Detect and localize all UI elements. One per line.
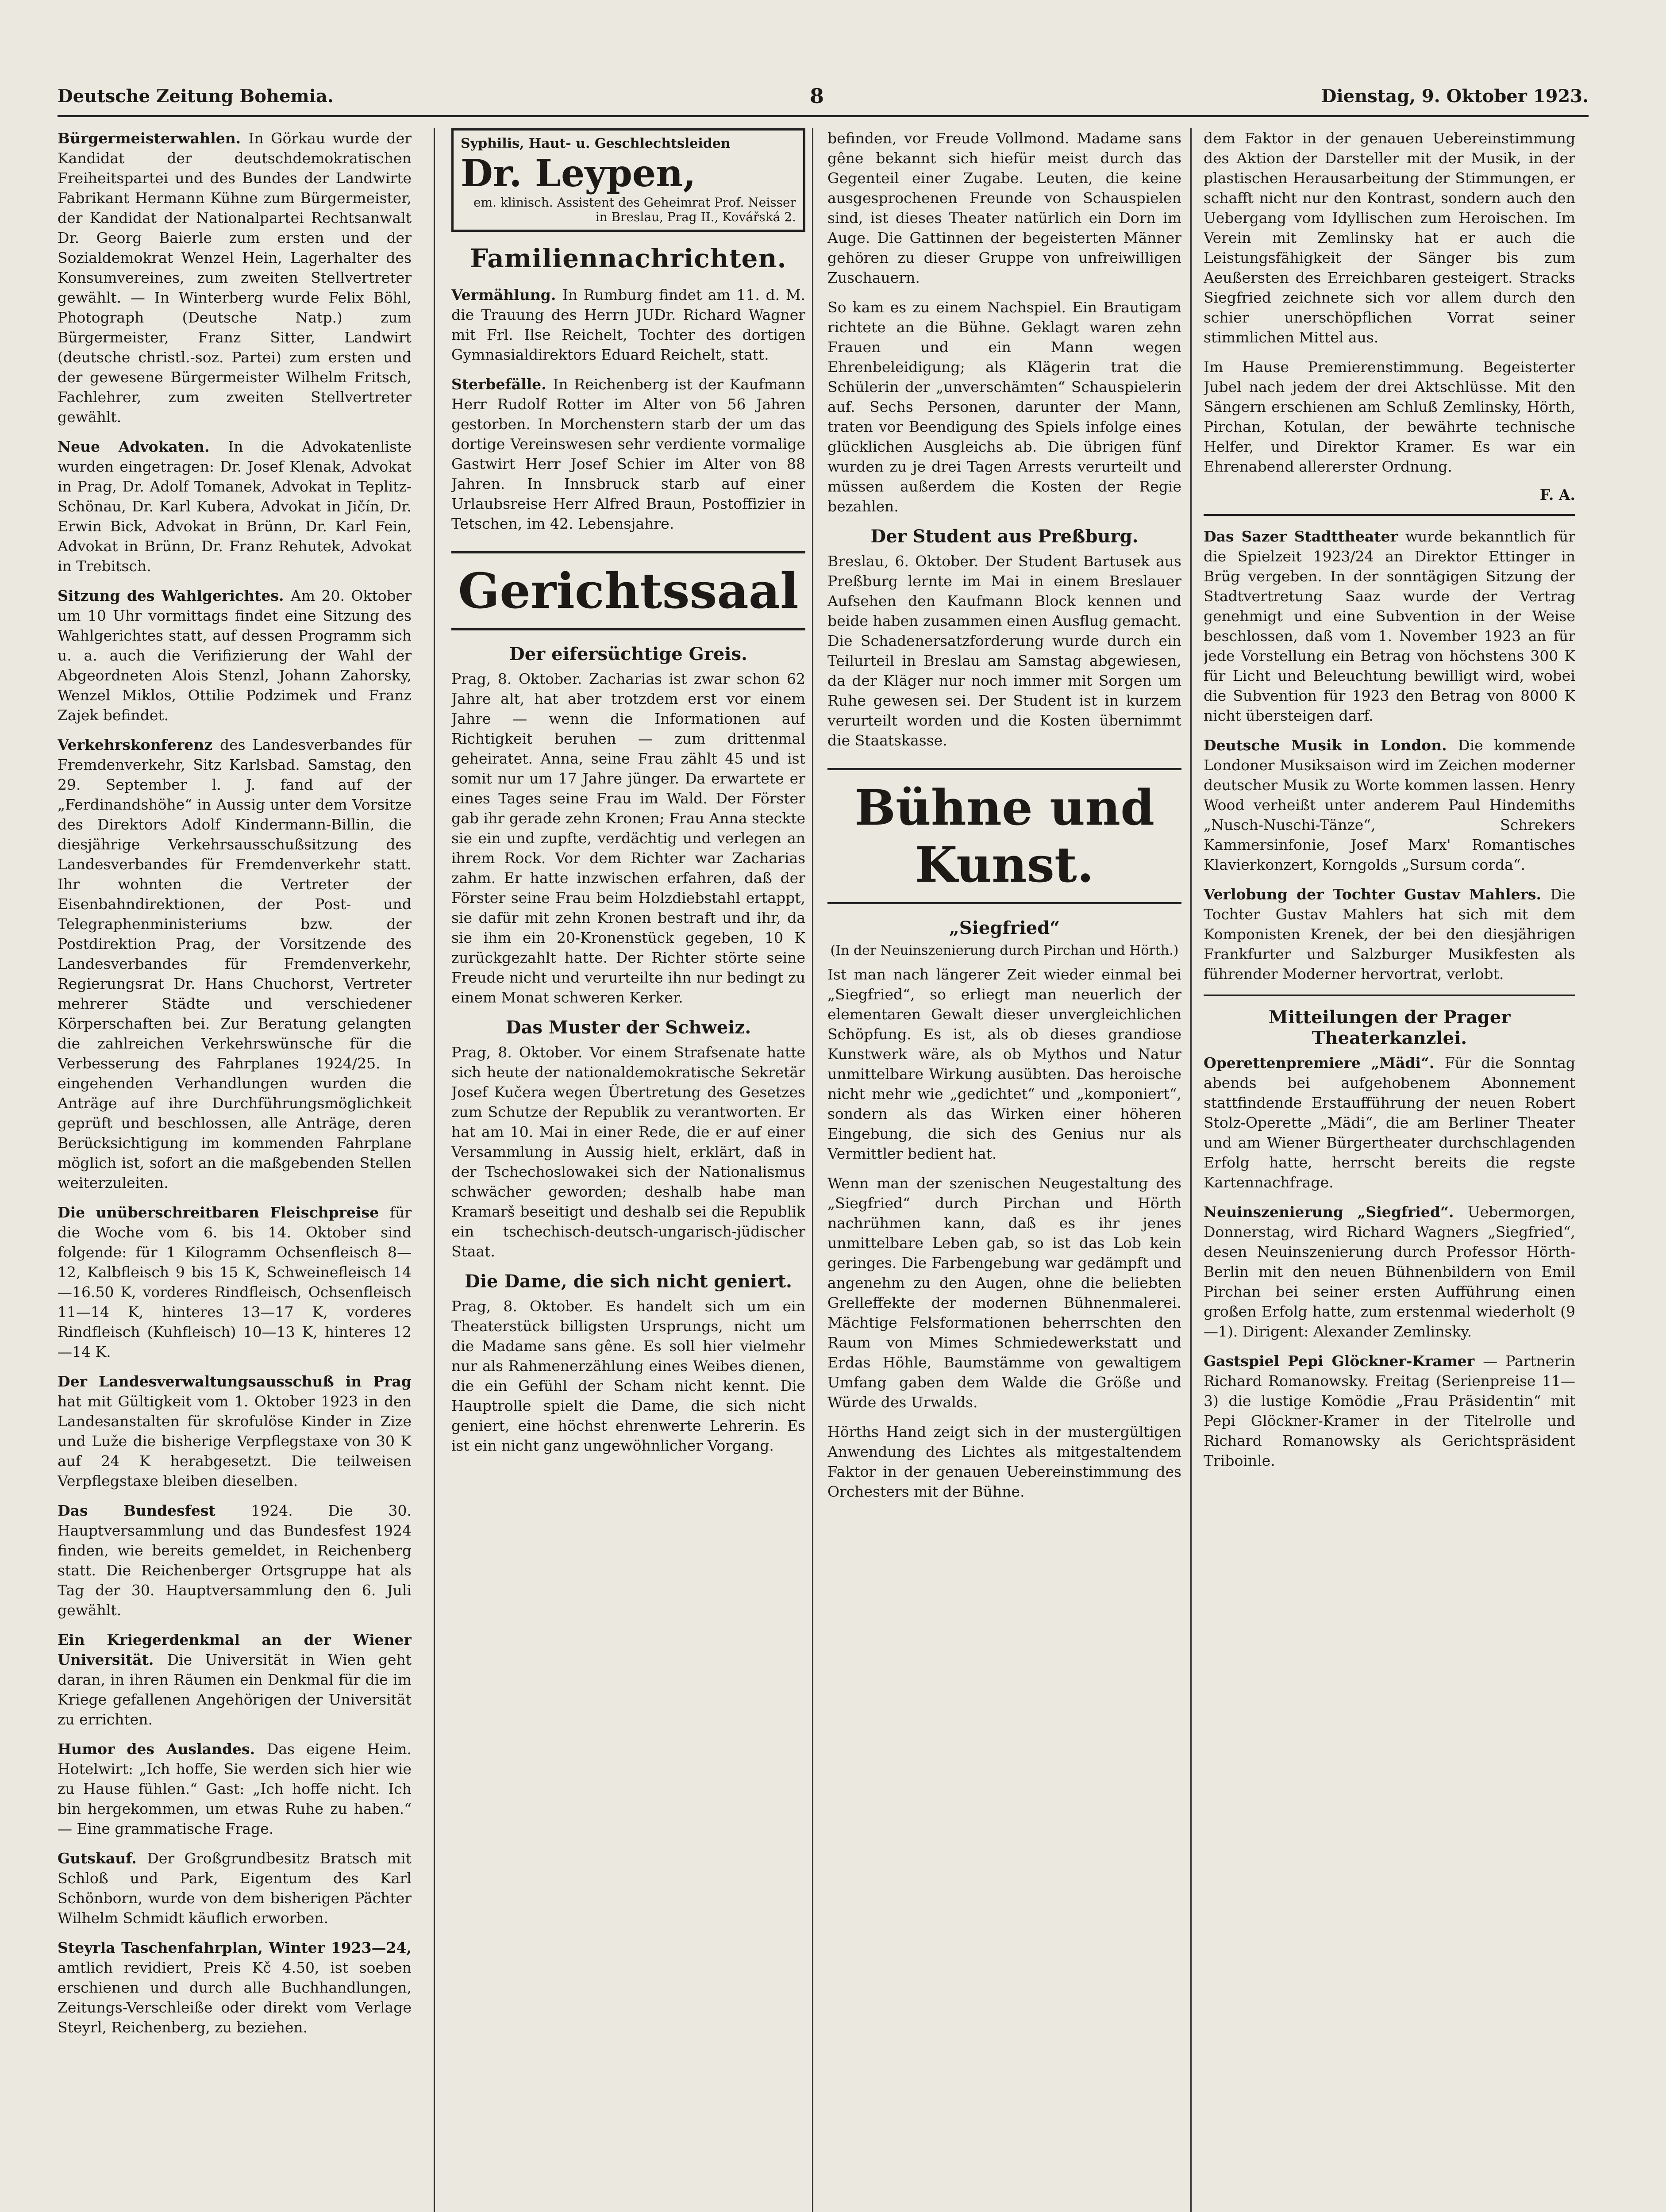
stage-article-title: „Siegfried“ [949, 918, 1060, 938]
article-paragraph [58, 1848, 412, 1928]
article-paragraph [451, 1296, 805, 1455]
article-paragraph [58, 1739, 412, 1839]
article-paragraph [451, 669, 805, 1007]
article-paragraph [827, 964, 1181, 1164]
court-section-heading: Gerichtssaal [451, 551, 805, 630]
article-keyword: Ein Kriegerdenkmal an der Wiener Universität. [58, 1631, 412, 1668]
article-heading: Das Muster der Schweiz. [505, 1017, 751, 1038]
article-text: dem Faktor in der genauen Uebereinstimmung des Aktion der Darsteller mit der Musik, in der plastischen Herausarbeitung der Stimmungen, er schafft nicht nur den Kontrast, sondern auch den Uebergang vom Idyllischen zum Heroischen. Im Verein mit Zemlinsky hat er auch die Leistungsfähigkeit der Sänger bis zum Aeußersten des Erreichbaren gesteigert. Stracks Siegfried zeichnete sich vor allem durch den schier unerschöpflichen Vorrat seiner stimmlichen Mittel aus. [1204, 130, 1575, 346]
article-text: — Partnerin Richard Romanowsky. Freitag (Serienpreise 11—3) die lustige Komödie „Frau Präsidentin“ mit Pepi Glöckner-Kramer in der Titelrolle und Richard Romanowsky als Gerichtspräsident Triboinle. [1204, 1352, 1575, 1469]
article-text: In Rumburg findet am 11. d. M. die Trauung des Herrn JUDr. Richard Wagner mit Frl. Ilse Reichelt, Tochter des dortigen Gymnasialdirektors Eduard Reichelt, statt. [451, 286, 805, 363]
column-rule [812, 128, 813, 2212]
article-keyword: Neue Advokaten. [58, 438, 228, 455]
article-paragraph [451, 285, 805, 365]
article-paragraph [58, 128, 412, 427]
stage-article-subtitle: (In der Neuinszenierung durch Pirchan und Hörth.) [830, 943, 1179, 958]
column-3 [827, 128, 1181, 2212]
article-paragraph [1204, 128, 1575, 347]
doctor-advertisement [451, 128, 805, 232]
masthead [58, 80, 1589, 117]
article-keyword: Gutskauf. [58, 1850, 147, 1867]
article-text: amtlich revidiert, Preis Kč 4.50, ist soeben erschienen und durch alle Buchhandlungen, Zeitungs-Verschleiße oder direkt vom Verlage Steyrl, Reichenberg, zu beziehen. [58, 1959, 412, 2036]
article-text: hat mit Gültigkeit vom 1. Oktober 1923 in den Landesanstalten für skrofulöse Kinder in Zize und Luže die bisherige Verpflegstaxe von 30 K auf 24 K herabgesetzt. Die teilweisen Verpflegstaxe bleiben dieselben. [58, 1393, 412, 1490]
article-paragraph [58, 1501, 412, 1620]
article-keyword: Das Bundesfest [58, 1502, 251, 1519]
article-keyword: Verkehrskonferenz [58, 736, 220, 753]
column-4 [1204, 128, 1575, 2212]
article-text: des Landesverbandes für Fremdenverkehr, Sitz Karlsbad. Samstag, den 29. September l. J. fand auf der „Ferdinandshöhe“ in Aussig unter dem Vorsitze des Direktors Adolf Kindermann-Billin, die diesjährige Verkehrsausschußsitzung des Landesverbandes für Fremdenverkehr statt. Ihr wohnten die Vertreter der Eisenbahndirektionen, der Post- und Telegraphenministeriums bzw. der Postdirektion Prag, der Vorsitzende des Landesverbandes für Fremdenverkehr, Regierungsrat Dr. Hans Chuchorst, Vertreter mehrerer Städte und verschiedener Körperschaften bei. Zur Beratung gelangten die zahlreichen Verkehrswünsche für die Verbesserung des Fahrplanes 1924/25. In eingehenden Verhandlungen wurden die Anträge auf ihre Durchführungsmöglichkeit geprüft und beschlossen, alle Anträge, deren Berücksichtigung im kommenden Fahrplane möglich ist, sofort an die maßgebenden Stellen weiterzuleiten. [58, 736, 412, 1191]
article-keyword: Vermählung. [451, 286, 562, 303]
column-rule [434, 128, 435, 2212]
article-text: In Reichenberg ist der Kaufmann Herr Rudolf Rotter im Alter von 56 Jahren gestorben. In Morchenstern starb der um das dortige Vereinswesen sehr verdiente vormalige Gastwirt Herr Josef Schier im Alter von 88 Jahren. In Innsbruck starb auf einer Urlaubsreise Herr Alfred Braun, Postoffizier in Tetschen, im 42. Lebensjahre. [451, 376, 805, 532]
article-text: Prag, 8. Oktober. Vor einem Strafsenate hatte sich heute der nationaldemokratische Sekretär Josef Kučera wegen Übertretung des Gesetzes zum Schutze der Republik zu verantworten. Er hat am 10. Mai in einer Rede, die er auf einer Versammlung in Aussig hielt, erklärt, daß in der Tschechoslowakei sich der Nationalismus schwächer geworden; deshalb habe man Kramarš beseitigt und deshalb sei die Republik ein tschechisch-deutsch-ungarisch-jüdischer Staat. [451, 1044, 805, 1260]
article-text: In die Advokatenliste wurden eingetragen: Dr. Josef Klenak, Advokat in Prag, Dr. Adolf Tomanek, Advokat in Teplitz-Schönau, Dr. Karl Kubera, Advokat in Jičín, Dr. Erwin Bick, Advokat in Brünn, Dr. Karl Fein, Advokat in Brünn, Dr. Franz Rehutek, Advokat in Trebitsch. [58, 438, 412, 575]
ad-topic: Syphilis, Haut- u. Geschlechtsleiden [461, 136, 731, 151]
issue-date: Dienstag, 9. Oktober 1923. [1321, 86, 1589, 107]
article-paragraph [58, 735, 412, 1193]
article-paragraph [827, 551, 1181, 750]
article-paragraph [827, 297, 1181, 516]
page-number: 8 [810, 84, 824, 108]
article-keyword: Operettenpremiere „Mädi“. [1204, 1054, 1445, 1071]
ad-doctor-name: Dr. Leypen, [461, 151, 696, 195]
article-text: 1924. Die 30. Hauptversammlung und das Bundesfest 1924 finden, wie bereits gemeldet, in Reichenberg statt. Die Reichenberger Ortsgruppe hat als Tag der 30. Hauptversammlung den 6. Juli gewählt. [58, 1502, 412, 1619]
article-paragraph [58, 1202, 412, 1362]
article-paragraph [451, 1042, 805, 1261]
article-paragraph [1204, 1053, 1575, 1192]
author-signature: F. A. [1539, 486, 1575, 503]
article-paragraph [1204, 526, 1575, 726]
article-text: Hörths Hand zeigt sich in der mustergültigen Anwendung des Lichtes als mitgestaltendem Faktor in der genauen Uebereinstimmung des Orchesters mit der Bühne. [827, 1423, 1181, 1500]
article-heading: Der Student aus Preßburg. [870, 526, 1139, 547]
article-text: In Görkau wurde der Kandidat der deutschdemokratischen Freiheitspartei und des Bundes der Landwirte Fabrikant Hermann Kühne zum Bürgermeister, der Kandidat der Nationalpartei Rechtsanwalt Dr. Georg Baierle zum ersten und der Sozialdemokrat Wenzel Hein, Lagerhalter des Konsumvereines, zum zweiten Stellvertreter gewählt. — In Winterberg wurde Felix Böhl, Photograph (Deutsche Natp.) zum Bürgermeister, Franz Sitter, Landwirt (deutsche christl.-soz. Partei) zum ersten und der gewesene Bürgermeister Wilhelm Fritsch, Fachlehrer, zum zweiten Stellvertreter gewählt. [58, 130, 412, 426]
article-text: Uebermorgen, Donnerstag, wird Richard Wagners „Siegfried“, desen Neuinszenierung durch Professor Hörth-Berlin mit den neuen Bühnenbildern von Emil Pirchan bei seiner ersten Aufführung einen großen Erfolg hatte, zum erstenmal wiederholt (9—1). Dirigent: Alexander Zemlinsky. [1204, 1203, 1575, 1340]
ad-address: em. klinisch. Assistent des Geheimrat Prof. Neisser in Breslau, Prag II., Kovářská 2. [473, 195, 796, 224]
column-2 [451, 128, 805, 2212]
article-keyword: Bürgermeisterwahlen. [58, 130, 249, 147]
article-paragraph [58, 1371, 412, 1491]
article-keyword: Sterbefälle. [451, 376, 553, 393]
stage-section-heading: Bühne und Kunst. [827, 768, 1181, 904]
article-text: Für die Sonntag abends bei aufgehobenem Abonnement stattfindende Erstaufführung der neuen Robert Stolz-Operette „Mädi“, die am Berliner Theater und am Wiener Bürgertheater durchschlagenden Erfolg hatte, herrscht bereits die regste Kartennachfrage. [1204, 1054, 1575, 1191]
article-keyword: Neuinszenierung „Siegfried“. [1204, 1203, 1468, 1221]
article-paragraph [1204, 884, 1575, 984]
divider [1204, 995, 1575, 996]
newspaper-name: Deutsche Zeitung Bohemia. [58, 86, 334, 107]
column-1 [58, 128, 412, 2212]
article-paragraph [1204, 735, 1575, 875]
article-paragraph [1204, 357, 1575, 476]
article-text: wurde bekanntlich für die Spielzeit 1923/24 an Direktor Ettinger in Brüg vergeben. In der sonntägigen Sitzung der Stadtvertretung Saaz wurde der Vertrag genehmigt und eine Subvention in der Weise beschlossen, daß vom 1. November 1923 an für jede Vorstellung ein Betrag von höchstens 300 K für Licht und Beleuchtung bewilligt wird, wobei die Subvention für 1923 den Betrag von 8000 K nicht übersteigen darf. [1204, 528, 1575, 724]
article-paragraph [1204, 1202, 1575, 1341]
article-text: Der Großgrundbesitz Bratsch mit Schloß und Park, Eigentum des Karl Schönborn, wurde von dem bisherigen Pächter Wilhelm Schmidt käuflich erworben. [58, 1850, 412, 1927]
article-text: befinden, vor Freude Vollmond. Madame sans gêne bekannt sich hiefür meist durch das Gegenteil einer Zugabe. Leuten, die keine ausgesprochenen Freunde von Schauspielen sind, ist dieses Theater natürlich ein Dorn im Auge. Die Gattinnen der begeisterten Männer gehören zu dieser Gruppe von unfreiwilligen Zuschauern. [827, 130, 1181, 286]
divider [1204, 514, 1575, 516]
article-text: Prag, 8. Oktober. Zacharias ist zwar schon 62 Jahre alt, hat aber trotzdem erst vor einem Jahre — wenn die Informationen auf Richtigkeit beruhen — zum drittenmal geheiratet. Anna, seine Frau zählt 45 und ist somit nur um 17 Jahre jünger. Da erwartete er eines Tages seine Frau im Wald. Der Förster gab ihr gerade zehn Kronen; Frau Anna steckte sie ein und zupfte, verdächtig und verlegen an ihrem Rock. Vor dem Richter war Zacharias zahm. Er hatte inzwischen erfahren, daß der Förster seine Frau beim Holzdiebstahl ertappt, sie dafür mit zehn Kronen bestraft und ihr, da sie ihm ein 20-Kronenstück gegeben, 10 K zurückgezahlt hatte. Der Richter störte seine Freude nicht und verurteilte ihn nur bedingt zu einem Monat schweren Kerker. [451, 670, 805, 1006]
article-paragraph [58, 586, 412, 725]
article-paragraph [827, 1173, 1181, 1412]
article-keyword: Gastspiel Pepi Glöckner-Kramer [1204, 1352, 1483, 1370]
article-text: für die Woche vom 6. bis 14. Oktober sind folgende: für 1 Kilogramm Ochsenfleisch 8—12, Kalbfleisch 9 bis 15 K, Schweinefleisch 14—16.50 K, vorderes Rindfleisch, Ochsenfleisch 11—14 K, hinteres 13—17 K, vorderes Rindfleisch (Kuhfleisch) 10—13 K, hinteres 12—14 K. [58, 1204, 412, 1360]
article-text: Prag, 8. Oktober. Es handelt sich um ein Theaterstück billigsten Ursprungs, nicht um die Madame sans gêne. Es soll hier vielmehr nur als Rahmenerzählung eines Weibes dienen, die ein Gefühl der Scham nicht kennt. Die Hauptrolle spielt die Dame, die sich nicht geniert, eine höchst ehrenwerte Lehrerin. Es ist ein nicht ganz ungewöhnlicher Vorgang. [451, 1298, 805, 1454]
article-keyword: Das Sazer Stadttheater [1204, 528, 1405, 545]
article-text: So kam es zu einem Nachspiel. Ein Brautigam richtete an die Bühne. Geklagt waren zehn Frauen und ein Mann wegen Ehrenbeleidigung; als Klägerin trat die Schülerin der „unverschämten“ Schauspielerin auf. Sechs Personen, darunter der Mann, traten vor Beendigung des Spiels infolge eines glücklichen Ausgleichs ab. Die übrigen fünf wurden zu je drei Tagen Arrests verurteilt und müssen außerdem die Kosten der Regie bezahlen. [827, 299, 1181, 515]
article-keyword: Der Landesverwaltungsausschuß in Prag [58, 1373, 412, 1390]
article-text: Die kommende Londoner Musiksaison wird im Zeichen moderner deutscher Musik zu Worte kommen lassen. Henry Wood verheißt unter anderem Paul Hindemiths „Nusch-Nuschi-Tänze“, Schrekers Kammersinfonie, Josef Marx' Romantisches Klavierkonzert, Korngolds „Sursum corda“. [1204, 737, 1575, 873]
article-text: Das eigene Heim. Hotelwirt: „Ich hoffe, Sie werden sich hier wie zu Hause fühlen.“ Gast: „Ich hoffe nicht. Ich bin hergekommen, um etwas Ruhe zu haben.“ — Eine grammatische Frage. [58, 1740, 412, 1837]
article-paragraph [58, 1938, 412, 2037]
article-keyword: Verlobung der Tochter Gustav Mahlers. [1204, 886, 1551, 903]
article-paragraph [451, 374, 805, 534]
article-keyword: Die unüberschreitbaren Fleischpreise [58, 1204, 390, 1221]
family-news-heading: Familiennachrichten. [470, 243, 787, 273]
article-paragraph [827, 128, 1181, 288]
article-keyword: Steyrla Taschenfahrplan, Winter 1923—24, [58, 1939, 412, 1956]
column-rule [1190, 128, 1192, 2212]
article-keyword: Humor des Auslandes. [58, 1740, 267, 1758]
article-paragraph [58, 1630, 412, 1729]
article-text: Die Tochter Gustav Mahlers hat sich mit dem Komponisten Krenek, der bei den diesjährigen Frankfurter und Salzburger Musikfesten als führender Moderner hervortrat, verlobt. [1204, 886, 1575, 983]
article-heading: Der eifersüchtige Greis. [509, 644, 747, 664]
article-text: Am 20. Oktober um 10 Uhr vormittags findet eine Sitzung des Wahlgerichtes statt, auf dessen Programm sich u. a. auch die Verifizierung der Wahl der Abgeordneten Alois Stenzl, Johann Zahorsky, Wenzel Miklos, Ottilie Podzimek und Franz Zajek befindet. [58, 587, 412, 724]
theater-news-heading: Mitteilungen der Prager Theaterkanzlei. [1268, 1007, 1511, 1048]
article-keyword: Deutsche Musik in London. [1204, 737, 1458, 754]
article-keyword: Sitzung des Wahlgerichtes. [58, 587, 291, 604]
article-heading: Die Dame, die sich nicht geniert. [465, 1271, 792, 1292]
article-paragraph [58, 437, 412, 576]
article-paragraph [827, 1422, 1181, 1502]
article-text: Ist man nach längerer Zeit wieder einmal bei „Siegfried“, so erliegt man neuerlich der elementaren Gewalt dieser unvergleichlichen Schöpfung. Es ist, als ob dieses grandiose Kunstwerk wäre, als ob Mythos und Natur unmittelbare Wirkung ausübten. Das heroische nicht mehr wie „gedichtet“ und „komponiert“, sondern als das Wirken einer höheren Eingebung, die sich des Genius nur als Vermittler bedient hat. [827, 966, 1181, 1162]
article-text: Breslau, 6. Oktober. Der Student Bartusek aus Preßburg lernte im Mai in einem Breslauer Aufsehen den Kaufmann Block kennen und beide haben zusammen einen Ausflug gemacht. Die Schadenersatzforderung wurde durch ein Teilurteil in Breslau am Samstag abgewiesen, da der Kläger nur noch immer mit Sorgen um Ruhe gewesen sei. Der Student ist in kurzem verurteilt worden und die Kosten übernimmt die Staatskasse. [827, 553, 1181, 749]
article-text: Im Hause Premierenstimmung. Begeisterter Jubel nach jedem der drei Aktschlüsse. Mit den Sängern erschienen am Schluß Zemlinsky, Hörth, Pirchan, Kotulan, der bewährte technische Helfer, und Direktor Kramer. Es war ein Ehrenabend allererster Ordnung. [1204, 358, 1575, 475]
article-text: Die Universität in Wien geht daran, in ihren Räumen ein Denkmal für die im Kriege gefallenen Angehörigen der Universität zu errichten. [58, 1651, 412, 1728]
article-paragraph [1204, 1351, 1575, 1471]
article-text: Wenn man der szenischen Neugestaltung des „Siegfried“ durch Pirchan und Hörth nachrühmen kann, daß es ihr jenes unmittelbare Leben gab, so ist das Lob kein geringes. Die Farbengebung war gedämpft und angenehm zu den Augen, ohne die beliebten Grelleffekte der modernen Bühnenmalerei. Mächtige Felsformationen beherrschten den Raum von Mimes Schmiedewerkstatt und Erdas Höhle, Baumstämme von gewaltigem Umfang gaben dem Walde die Größe und Würde des Urwalds. [827, 1175, 1181, 1411]
